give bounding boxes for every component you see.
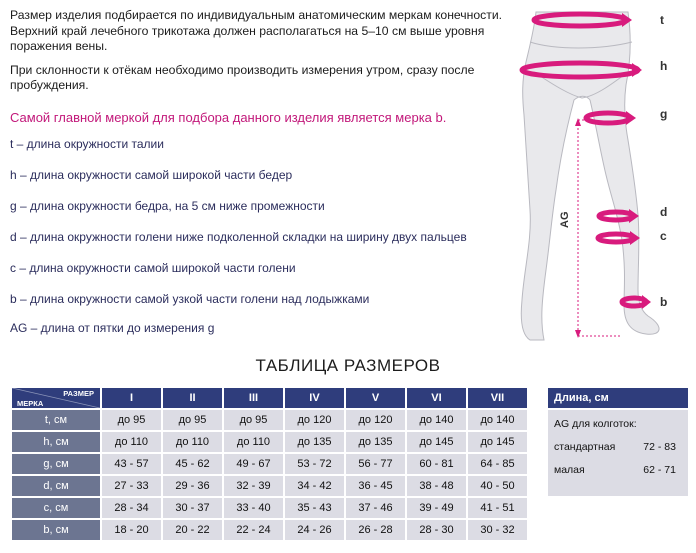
size-header-2: II [163, 388, 222, 408]
table-cell: 64 - 85 [468, 454, 527, 474]
intro-paragraph-1: Размер изделия подбирается по индивидуальным анатомическим меркам конечности. Верхний край лечебного трикотажа должен располагаться на 5–10 см выше уровня поражения вены. [10, 8, 503, 53]
intro-text [10, 8, 510, 102]
row-label-t: t, см [12, 410, 100, 430]
table-cell: до 145 [468, 432, 527, 452]
table-cell: 60 - 81 [407, 454, 466, 474]
arrow-h [632, 63, 642, 77]
legend-item-ag: AG – длина от пятки до измерения g [10, 321, 215, 335]
legend-item-g: g – длина окружности бедра, на 5 см ниже промежности [10, 199, 325, 213]
table-cell: 18 - 20 [102, 520, 161, 540]
size-table [10, 386, 529, 542]
table-cell: 38 - 48 [407, 476, 466, 496]
table-row-c [12, 498, 527, 518]
table-cell: 22 - 24 [224, 520, 283, 540]
table-cell: 30 - 32 [468, 520, 527, 540]
table-cell: до 110 [163, 432, 222, 452]
row-label-c: c, см [12, 498, 100, 518]
table-cell: 27 - 33 [102, 476, 161, 496]
label-c: c [660, 229, 667, 243]
size-header-7: VII [468, 388, 527, 408]
table-cell: до 95 [163, 410, 222, 430]
table-cell: 34 - 42 [285, 476, 344, 496]
table-cell: 43 - 57 [102, 454, 161, 474]
size-header-5: V [346, 388, 405, 408]
table-row-b [12, 520, 527, 540]
table-cell: 28 - 30 [407, 520, 466, 540]
table-cell: 45 - 62 [163, 454, 222, 474]
table-cell: 32 - 39 [224, 476, 283, 496]
table-cell: до 110 [224, 432, 283, 452]
legend-item-c: c – длина окружности самой широкой части голени [10, 261, 296, 275]
arrow-g [626, 111, 636, 125]
label-ag: AG [559, 211, 571, 228]
table-cell: 41 - 51 [468, 498, 527, 518]
ag-row-standard-label: стандартная [554, 441, 616, 453]
row-label-d: d, см [12, 476, 100, 496]
intro-paragraph-2: При склонности к отёкам необходимо производить измерения утром, сразу после пробуждения. [10, 62, 475, 92]
table-row-t [12, 410, 527, 430]
ag-row-standard-value: 72 - 83 [643, 441, 676, 453]
row-label-b: b, см [12, 520, 100, 540]
table-cell: до 140 [468, 410, 527, 430]
table-cell: до 135 [285, 432, 344, 452]
table-cell: 33 - 40 [224, 498, 283, 518]
table-cell: 29 - 36 [163, 476, 222, 496]
table-cell: до 120 [285, 410, 344, 430]
table-cell: 26 - 28 [346, 520, 405, 540]
ag-length-body [548, 410, 688, 496]
table-cell: до 140 [407, 410, 466, 430]
size-header-3: III [224, 388, 283, 408]
row-label-g: g, см [12, 454, 100, 474]
table-cell: 39 - 49 [407, 498, 466, 518]
legend-item-h: h – длина окружности самой широкой части бедер [10, 168, 293, 182]
label-h: h [660, 59, 668, 73]
corner-measure-label: МЕРКА [17, 399, 44, 408]
table-row-d [12, 476, 527, 496]
corner-size-label: РАЗМЕР [63, 389, 94, 398]
row-label-h: h, см [12, 432, 100, 452]
table-cell: 40 - 50 [468, 476, 527, 496]
legend-item-b: b – длина окружности самой узкой части голени над лодыжками [10, 292, 370, 306]
size-header-row [12, 388, 527, 408]
table-cell: до 110 [102, 432, 161, 452]
table-cell: 24 - 26 [285, 520, 344, 540]
leg-measurement-figure [500, 0, 696, 345]
table-row-g [12, 454, 527, 474]
size-header-4: IV [285, 388, 344, 408]
table-cell: 20 - 22 [163, 520, 222, 540]
table-cell: 53 - 72 [285, 454, 344, 474]
table-cell: 35 - 43 [285, 498, 344, 518]
table-cell: 36 - 45 [346, 476, 405, 496]
ag-arrow-up [575, 118, 581, 126]
legend-item-d: d – длина окружности голени ниже подколенной складки на ширину двух пальцев [10, 230, 467, 244]
ag-subtitle: AG для колготок: [554, 418, 637, 430]
ag-row-small-value: 62 - 71 [643, 464, 676, 476]
legend-item-t: t – длина окружности талии [10, 137, 164, 151]
table-cell: 28 - 34 [102, 498, 161, 518]
size-header-6: VI [407, 388, 466, 408]
size-table-title: ТАБЛИЦА РАЗМЕРОВ [255, 356, 441, 375]
arrow-b [642, 295, 651, 309]
label-d: d [660, 205, 668, 219]
label-b: b [660, 295, 668, 309]
label-t: t [660, 13, 664, 27]
table-cell: 56 - 77 [346, 454, 405, 474]
table-cell: 30 - 37 [163, 498, 222, 518]
ag-length-header: Длина, см [548, 388, 688, 408]
size-header-1: I [102, 388, 161, 408]
table-cell: до 120 [346, 410, 405, 430]
label-g: g [660, 107, 668, 121]
table-corner-cell [12, 388, 100, 408]
table-cell: 37 - 46 [346, 498, 405, 518]
table-cell: до 95 [224, 410, 283, 430]
table-cell: до 145 [407, 432, 466, 452]
main-measure-note: Самой главной меркой для подбора данного изделия является мерка b. [10, 110, 447, 125]
ag-length-box [548, 388, 688, 496]
table-cell: до 135 [346, 432, 405, 452]
ag-row-small-label: малая [554, 464, 585, 476]
table-row-h [12, 432, 527, 452]
table-cell: 49 - 67 [224, 454, 283, 474]
ag-arrow-down [575, 330, 581, 338]
table-cell: до 95 [102, 410, 161, 430]
